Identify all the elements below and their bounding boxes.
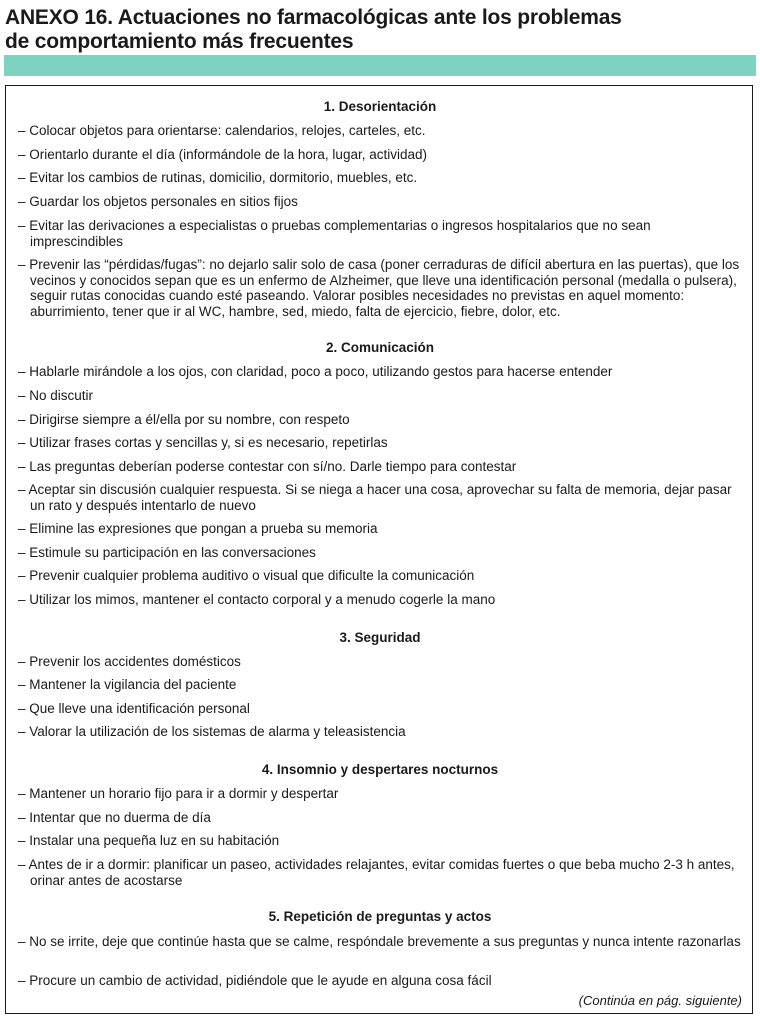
list-item: – Estimule su participación en las conversaciones — [18, 545, 316, 560]
list-item: – Instalar una pequeña luz en su habitación — [18, 833, 280, 848]
list-item: – Colocar objetos para orientarse: calendarios, relojes, carteles, etc. — [18, 123, 426, 138]
page-title — [5, 6, 745, 54]
section-title-seguridad: 3. Seguridad — [339, 630, 421, 645]
list-item: – Prevenir las “pérdidas/fugas”: no dejarlo salir solo de casa (poner cerraduras de difícil abertura en las puertas), que los vecinos y conocidos sepan que es un enfermo de Alzheimer, que lleve una identificación personal (medalla o pulsera), seguir rutas conocidas cuando esté paseando. Valorar posibles necesidades no previstas en aquel momento: aburrimiento, tener que ir al WC, hambre, sed, miedo, falta de ejercicio, fiebre, dolor, etc. — [18, 257, 740, 319]
list-item: – Prevenir los accidentes domésticos — [18, 654, 241, 669]
list-item: – Utilizar los mimos, mantener el contacto corporal y a menudo cogerle la mano — [18, 592, 496, 607]
list-item: – Prevenir cualquier problema auditivo o visual que dificulte la comunicación — [18, 568, 475, 583]
page-title-line-1: ANEXO 16. Actuaciones no farmacológicas ante los problemas — [5, 6, 622, 29]
page-title-line-2: de comportamiento más frecuentes — [5, 30, 354, 53]
list-item: – Evitar los cambios de rutinas, domicilio, dormitorio, muebles, etc. — [18, 170, 418, 185]
list-item: – Evitar las derivaciones a especialistas o pruebas complementarias o ingresos hospitalarios que no sean imprescindibles — [18, 218, 651, 249]
list-item: – Elimine las expresiones que pongan a prueba su memoria — [18, 521, 378, 536]
list-item: – Mantener la vigilancia del paciente — [18, 677, 237, 692]
list-item: – Las preguntas deberían poderse contestar con sí/no. Darle tiempo para contestar — [18, 459, 517, 474]
list-item: – Guardar los objetos personales en sitios fijos — [18, 194, 298, 209]
list-item: – Dirigirse siempre a él/ella por su nombre, con respeto — [18, 412, 350, 427]
list-item: – Que lleve una identificación personal — [18, 701, 250, 716]
list-item: – Hablarle mirándole a los ojos, con claridad, poco a poco, utilizando gestos para hacerse entender — [18, 364, 613, 379]
section-title-comunicacion: 2. Comunicación — [325, 340, 435, 355]
section-title-repeticion: 5. Repetición de preguntas y actos — [268, 909, 492, 924]
continuation-note: (Continúa en pág. siguiente) — [578, 993, 742, 1008]
section-title-insomnio: 4. Insomnio y despertares nocturnos — [261, 762, 499, 777]
list-item: – No discutir — [18, 388, 94, 403]
list-item: – Mantener un horario fijo para ir a dormir y despertar — [18, 786, 339, 801]
list-item: – Orientarlo durante el día (informándole de la hora, lugar, actividad) — [18, 147, 427, 162]
list-item: – Utilizar frases cortas y sencillas y, si es necesario, repetirlas — [18, 435, 388, 450]
list-item: – Aceptar sin discusión cualquier respuesta. Si se niega a hacer una cosa, aprovechar su falta de memoria, dejar pasar un rato y después intentarlo de nuevo — [18, 482, 732, 513]
list-item: – No se irrite, deje que continúe hasta que se calme, respóndale brevemente a sus preguntas y nunca intente razonarlas — [18, 934, 741, 949]
list-item: – Procure un cambio de actividad, pidiéndole que le ayude en alguna cosa fácil — [18, 973, 492, 988]
list-item: – Intentar que no duerma de día — [18, 810, 211, 825]
title-band — [4, 55, 756, 76]
section-title-desorientacion: 1. Desorientación — [323, 99, 437, 114]
list-item: – Antes de ir a dormir: planificar un paseo, actividades relajantes, evitar comidas fuertes o que beba mucho 2-3 h antes, orinar antes de acostarse — [18, 857, 735, 888]
list-item: – Valorar la utilización de los sistemas de alarma y teleasistencia — [18, 724, 406, 739]
